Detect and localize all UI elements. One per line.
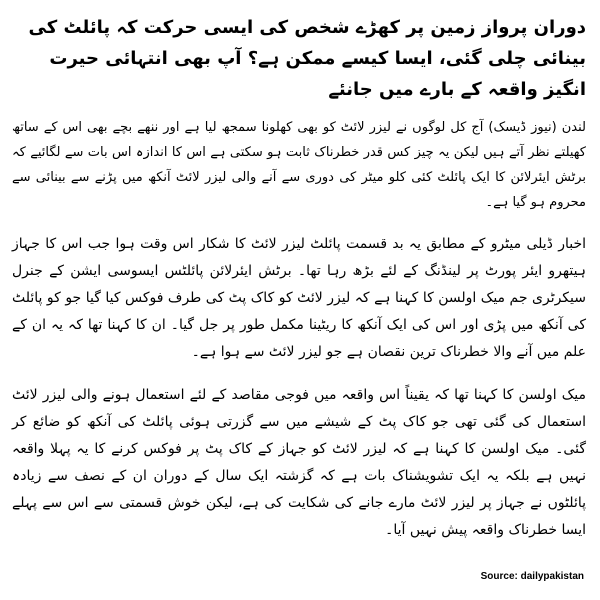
source-credit: Source: dailypakistan [480,571,584,582]
article-paragraph-3: میک اولسن کا کہنا تھا کہ یقیناً اس واقعہ میں فوجی مقاصد کے لئے استعمال ہونے والی لیزر لائٹ استعمال کی گئی تھی جو کاک پٹ کے شیشے میں سے گزرتی ہوئی پائلٹ کی آنکھ کو ضائع کر گئی۔ میک اولسن کا کہنا ہے کہ لیزر لائٹ کو جہاز کے کاک پٹ پر فوکس کرنے کا یہ پہلا واقعہ نہیں ہے بلکہ یہ ایک تشویشناک بات ہے کہ گزشتہ ایک سال کے دوران ان کے نصف سے زیادہ پائلٹوں نے جہاز پر لیزر لائٹ مارے جانے کی شکایت کی ہے، لیکن خوش قسمتی سے اس سے پہلے ایسا خطرناک واقعہ پیش نہیں آیا۔ [12,387,586,538]
article-paragraph-1: لندن (نیوز ڈیسک) آج کل لوگوں نے لیزر لائٹ کو بھی کھلونا سمجھ لیا ہے اور ننھے بچے بھی اس کے ساتھ کھیلتے نظر آتے ہیں لیکن یہ چیز کس قدر خطرناک ثابت ہو سکتی ہے اس کا اندازہ اس بات سے لگائیے کہ برٹش ایئرلائن کا ایک پائلٹ کئی کلو میٹر کی دوری سے آنے والی لیزر لائٹ آنکھ میں پڑنے سے بینائی سے محروم ہو گیا ہے۔ [12,120,586,210]
article-paragraph-2: اخبار ڈیلی میٹرو کے مطابق یہ بد قسمت پائلٹ لیزر لائٹ کا شکار اس وقت ہوا جب اس کا جہاز ہیتھرو ایئر پورٹ پر لینڈنگ کے لئے بڑھ رہا تھا۔ برٹش ایئرلائن پائلٹس ایسوسی ایشن کے جنرل سیکرٹری جم میک اولسن کا کہنا ہے کہ لیزر لائٹ کو کاک پٹ کی طرف فوکس کیا گیا جو کو پائلٹ کی آنکھ میں پڑی اور اس کی ایک آنکھ کا ریٹینا مکمل طور پر جل گیا۔ ان کا کہنا تھا کہ یہ ان کے علم میں آنے والا خطرناک ترین نقصان ہے جو لیزر لائٹ سے ہوا ہے۔ [12,236,586,360]
article-headline: دوران پرواز زمین پر کھڑے شخص کی ایسی حرکت کہ پائلٹ کی بینائی چلی گئی، ایسا کیسے ممکن ہے؟ آپ بھی انتہائی حیرت انگیز واقعہ کے بارے میں جانئے [28,17,586,100]
